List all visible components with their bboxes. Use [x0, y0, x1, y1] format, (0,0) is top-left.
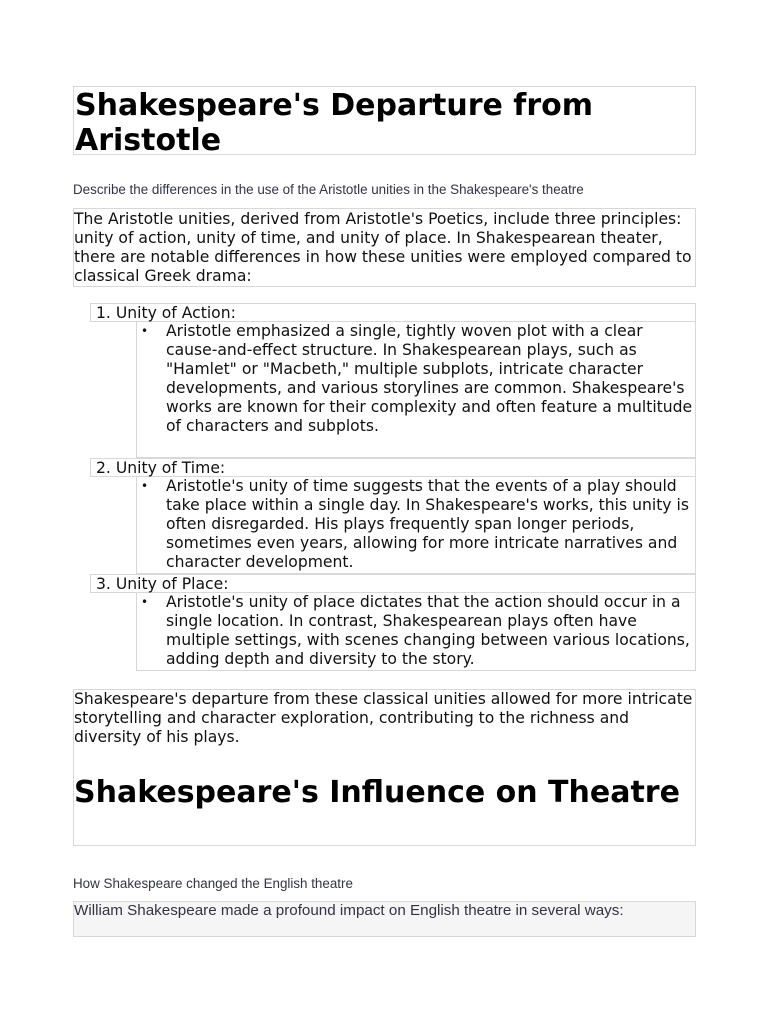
list-item-heading: 3. Unity of Place:: [90, 574, 696, 593]
list-item-body: [136, 477, 696, 574]
section1-intro: The Aristotle unities, derived from Aristotle's Poetics, include three principles: unity of action, unity of time, and unity of place. In Shakespearean theater, there are notable differences in how these unities were employed compared to classical Greek drama:: [73, 208, 696, 287]
list-item-unity-action: [90, 303, 696, 458]
unities-list: [90, 303, 696, 671]
section1-heading-block: [73, 86, 696, 158]
list-item-unity-time: [90, 458, 696, 574]
list-item-text: Aristotle's unity of place dictates that the action should occur in a single location. In contrast, Shakespearean plays often have multiple settings, with scenes changing between various locations, adding depth and diversity to the story.: [166, 593, 690, 669]
list-item-heading: 2. Unity of Time:: [90, 458, 696, 477]
list-item-heading: 1. Unity of Action:: [90, 303, 696, 322]
section1-prompt: Describe the differences in the use of the Aristotle unities in the Shakespeare's theatre: [73, 182, 584, 197]
list-item-body: [136, 322, 696, 458]
section2-prompt: How Shakespeare changed the English theatre: [73, 876, 353, 891]
document-page: [73, 86, 696, 937]
section1-title: Shakespeare's Departure from Aristotle: [75, 88, 594, 158]
list-item-body: [136, 593, 696, 671]
list-item-unity-place: [90, 574, 696, 671]
bullet-marker: •: [141, 479, 149, 493]
list-item-text: Aristotle's unity of time suggests that the events of a play should take place within a single day. In Shakespeare's works, this unity is often disregarded. His plays frequently span longer periods, sometimes even years, allowing for more intricate narratives and character development.: [166, 477, 689, 572]
section2-answer: William Shakespeare made a profound impact on English theatre in several ways:: [73, 901, 696, 937]
bullet-marker: •: [141, 324, 149, 338]
list-item-text: Aristotle emphasized a single, tightly woven plot with a clear cause-and-effect structure. In Shakespearean plays, such as "Hamlet" or "Macbeth," multiple subplots, intricate character developments, and various storylines are common. Shakespeare's works are known for their complexity and often feature a multitude of characters and subplots.: [166, 322, 693, 436]
section1-conclusion-block: [73, 689, 696, 846]
section2-title: Shakespeare's Influence on Theatre: [74, 775, 680, 810]
section1-conclusion: Shakespeare's departure from these classical unities allowed for more intricate storytelling and character exploration, contributing to the richness and diversity of his plays.: [74, 690, 693, 746]
bullet-marker: •: [141, 595, 149, 609]
